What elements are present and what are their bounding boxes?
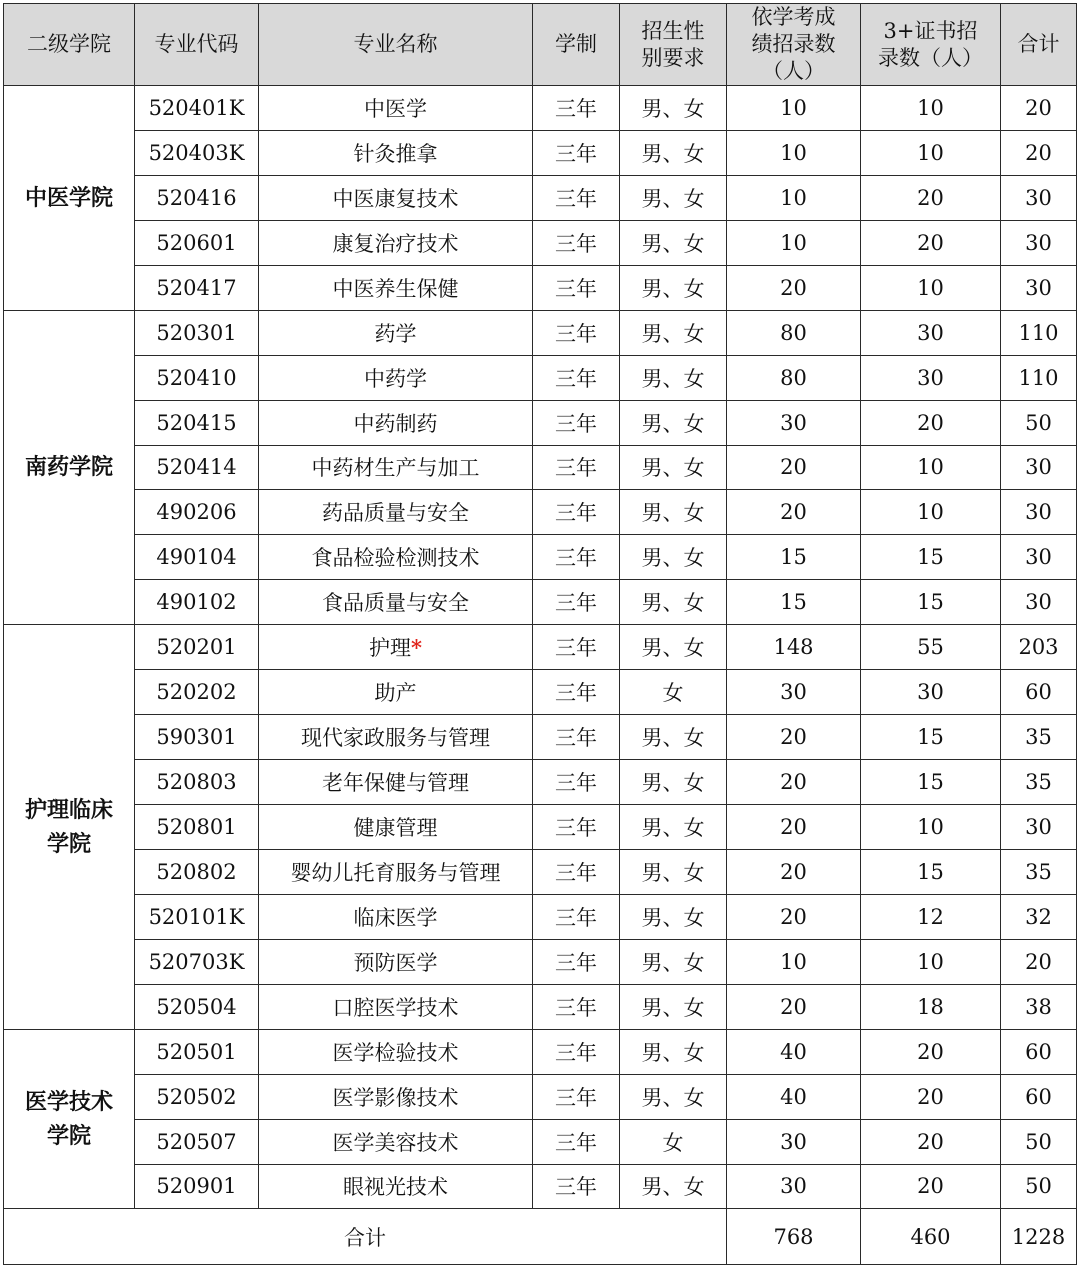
- table-row: [4, 805, 1077, 850]
- cert-quota: 20: [861, 400, 1001, 445]
- major-code: 520202: [135, 670, 259, 715]
- exam-quota: 20: [727, 849, 861, 894]
- gender-requirement: 男、女: [620, 805, 727, 850]
- cert-quota: 20: [861, 1029, 1001, 1074]
- row-total: 30: [1001, 445, 1077, 490]
- table-row: [4, 849, 1077, 894]
- gender-requirement: 男、女: [620, 310, 727, 355]
- major-name-text: 医学影像技术: [332, 1085, 459, 1110]
- table-row: [4, 535, 1077, 580]
- gender-requirement: 男、女: [620, 580, 727, 625]
- exam-quota: 30: [727, 670, 861, 715]
- major-code: 520901: [135, 1164, 259, 1209]
- college-name: [4, 310, 135, 625]
- major-name-text: 针灸推拿: [353, 141, 438, 166]
- table-row: [4, 175, 1077, 220]
- duration: 三年: [533, 939, 620, 984]
- gender-requirement: 男、女: [620, 130, 727, 175]
- total-label: 合计: [4, 1209, 727, 1265]
- duration: 三年: [533, 1029, 620, 1074]
- exam-quota: 30: [727, 1119, 861, 1164]
- duration: 三年: [533, 805, 620, 850]
- cert-quota: 55: [861, 625, 1001, 670]
- major-code: 520507: [135, 1119, 259, 1164]
- cert-quota: 12: [861, 894, 1001, 939]
- row-total: 35: [1001, 715, 1077, 760]
- major-name: [259, 310, 533, 355]
- exam-quota: 40: [727, 1074, 861, 1119]
- exam-quota: 20: [727, 894, 861, 939]
- cert-quota: 10: [861, 445, 1001, 490]
- table-row: [4, 355, 1077, 400]
- major-name: [259, 984, 533, 1029]
- exam-quota: 10: [727, 175, 861, 220]
- duration: 三年: [533, 175, 620, 220]
- table-row: [4, 894, 1077, 939]
- row-total: 30: [1001, 220, 1077, 265]
- major-name: [259, 535, 533, 580]
- major-name-text: 眼视光技术: [343, 1175, 448, 1200]
- major-name-text: 中医康复技术: [332, 186, 459, 211]
- duration: 三年: [533, 849, 620, 894]
- exam-quota: 15: [727, 580, 861, 625]
- header-exam-line1: 依学考成: [751, 5, 836, 29]
- duration: 三年: [533, 130, 620, 175]
- row-total: 20: [1001, 130, 1077, 175]
- enrollment-table: [3, 3, 1077, 1265]
- row-total: 30: [1001, 265, 1077, 310]
- major-name-text: 护理: [369, 636, 411, 661]
- major-name-text: 医学美容技术: [332, 1130, 459, 1155]
- row-total: 38: [1001, 984, 1077, 1029]
- table-row: [4, 86, 1077, 131]
- major-name: [259, 939, 533, 984]
- major-code: 520414: [135, 445, 259, 490]
- major-name: [259, 130, 533, 175]
- major-name: [259, 805, 533, 850]
- duration: 三年: [533, 715, 620, 760]
- cert-quota: 10: [861, 130, 1001, 175]
- major-name: [259, 1074, 533, 1119]
- table-row: [4, 625, 1077, 670]
- duration: 三年: [533, 310, 620, 355]
- row-total: 203: [1001, 625, 1077, 670]
- major-name-text: 中药制药: [353, 411, 438, 436]
- major-code: 520703K: [135, 939, 259, 984]
- exam-quota: 148: [727, 625, 861, 670]
- cert-quota: 18: [861, 984, 1001, 1029]
- duration: 三年: [533, 670, 620, 715]
- major-code: 520504: [135, 984, 259, 1029]
- exam-quota: 10: [727, 939, 861, 984]
- gender-requirement: 男、女: [620, 400, 727, 445]
- major-code: 520401K: [135, 86, 259, 131]
- major-name-text: 食品检验检测技术: [311, 546, 480, 571]
- exam-quota: 20: [727, 490, 861, 535]
- table-row: [4, 265, 1077, 310]
- row-total: 50: [1001, 1164, 1077, 1209]
- cert-quota: 15: [861, 760, 1001, 805]
- gender-requirement: 男、女: [620, 849, 727, 894]
- major-name-text: 临床医学: [353, 905, 438, 930]
- major-name: [259, 625, 533, 670]
- header-gender-line2: 别要求: [641, 45, 705, 70]
- total-row: [4, 1209, 1077, 1265]
- row-total: 20: [1001, 939, 1077, 984]
- exam-quota: 30: [727, 1164, 861, 1209]
- header-college: 二级学院: [4, 4, 135, 86]
- gender-requirement: 男、女: [620, 355, 727, 400]
- gender-requirement: 男、女: [620, 220, 727, 265]
- header-exam-line2: 绩招录数: [751, 32, 836, 56]
- table-row: [4, 130, 1077, 175]
- cert-quota: 20: [861, 175, 1001, 220]
- major-name: [259, 1119, 533, 1164]
- duration: 三年: [533, 984, 620, 1029]
- major-name: [259, 490, 533, 535]
- major-name-text: 药品质量与安全: [322, 501, 469, 526]
- gender-requirement: 男、女: [620, 1074, 727, 1119]
- major-code: 490206: [135, 490, 259, 535]
- duration: 三年: [533, 265, 620, 310]
- row-total: 35: [1001, 849, 1077, 894]
- college-name-line: 南药学院: [24, 454, 113, 481]
- row-total: 20: [1001, 86, 1077, 131]
- duration: 三年: [533, 445, 620, 490]
- duration: 三年: [533, 625, 620, 670]
- exam-quota: 80: [727, 310, 861, 355]
- table-row: [4, 760, 1077, 805]
- table-row: [4, 1074, 1077, 1119]
- exam-quota: 20: [727, 715, 861, 760]
- major-name: [259, 849, 533, 894]
- gender-requirement: 男、女: [620, 445, 727, 490]
- gender-requirement: 男、女: [620, 175, 727, 220]
- exam-quota: 30: [727, 400, 861, 445]
- cert-quota: 20: [861, 1074, 1001, 1119]
- college-name: [4, 625, 135, 1029]
- cert-quota: 20: [861, 220, 1001, 265]
- major-code: 520801: [135, 805, 259, 850]
- table-row: [4, 939, 1077, 984]
- major-name-text: 婴幼儿托育服务与管理: [290, 860, 501, 885]
- exam-quota: 10: [727, 130, 861, 175]
- major-name-text: 康复治疗技术: [332, 231, 459, 256]
- header-exam: [727, 4, 861, 86]
- major-name: [259, 670, 533, 715]
- major-name-text: 中医养生保健: [332, 276, 459, 301]
- major-name: [259, 355, 533, 400]
- exam-quota: 15: [727, 535, 861, 580]
- major-code: 520417: [135, 265, 259, 310]
- table-row: [4, 400, 1077, 445]
- table-row: [4, 670, 1077, 715]
- college-name-line: 学院: [46, 1123, 91, 1150]
- row-total: 32: [1001, 894, 1077, 939]
- row-total: 50: [1001, 1119, 1077, 1164]
- row-total: 30: [1001, 580, 1077, 625]
- table-row: [4, 1119, 1077, 1164]
- major-name-text: 药学: [374, 321, 417, 346]
- exam-quota: 20: [727, 445, 861, 490]
- major-name: [259, 400, 533, 445]
- total-exam: 768: [727, 1209, 861, 1265]
- major-name-text: 食品质量与安全: [322, 591, 469, 616]
- gender-requirement: 男、女: [620, 625, 727, 670]
- gender-requirement: 男、女: [620, 86, 727, 131]
- row-total: 30: [1001, 805, 1077, 850]
- major-code: 520403K: [135, 130, 259, 175]
- major-name-text: 助产: [374, 681, 417, 706]
- duration: 三年: [533, 355, 620, 400]
- cert-quota: 10: [861, 265, 1001, 310]
- required-star-icon: *: [411, 635, 422, 661]
- duration: 三年: [533, 760, 620, 805]
- gender-requirement: 男、女: [620, 490, 727, 535]
- header-cert: [861, 4, 1001, 86]
- college-name-line: 医学技术: [24, 1089, 113, 1116]
- gender-requirement: 男、女: [620, 984, 727, 1029]
- major-name: [259, 894, 533, 939]
- major-name: [259, 175, 533, 220]
- cert-quota: 10: [861, 805, 1001, 850]
- gender-requirement: 男、女: [620, 760, 727, 805]
- row-total: 30: [1001, 490, 1077, 535]
- duration: 三年: [533, 220, 620, 265]
- duration: 三年: [533, 894, 620, 939]
- cert-quota: 30: [861, 670, 1001, 715]
- header-duration: 学制: [533, 4, 620, 86]
- table-row: [4, 220, 1077, 265]
- duration: 三年: [533, 490, 620, 535]
- table-row: [4, 715, 1077, 760]
- gender-requirement: 男、女: [620, 535, 727, 580]
- cert-quota: 30: [861, 310, 1001, 355]
- major-name-text: 医学检验技术: [332, 1040, 459, 1065]
- duration: 三年: [533, 580, 620, 625]
- cert-quota: 20: [861, 1164, 1001, 1209]
- major-name-text: 中药学: [364, 366, 427, 391]
- major-name-text: 口腔医学技术: [332, 995, 459, 1020]
- header-exam-line3: （人）: [762, 59, 825, 83]
- header-gender-line1: 招生性: [641, 18, 705, 43]
- table-body: [4, 86, 1077, 1209]
- major-name: [259, 86, 533, 131]
- gender-requirement: 女: [620, 670, 727, 715]
- major-code: 520601: [135, 220, 259, 265]
- exam-quota: 10: [727, 86, 861, 131]
- major-code: 520410: [135, 355, 259, 400]
- major-name-text: 健康管理: [353, 815, 438, 840]
- major-name: [259, 265, 533, 310]
- college-name-line: 学院: [46, 830, 91, 857]
- major-name: [259, 1164, 533, 1209]
- college-name: [4, 1029, 135, 1209]
- total-cert: 460: [861, 1209, 1001, 1265]
- row-total: 50: [1001, 400, 1077, 445]
- cert-quota: 15: [861, 580, 1001, 625]
- row-total: 60: [1001, 670, 1077, 715]
- duration: 三年: [533, 400, 620, 445]
- major-code: 520415: [135, 400, 259, 445]
- row-total: 60: [1001, 1074, 1077, 1119]
- major-code: 520416: [135, 175, 259, 220]
- duration: 三年: [533, 1119, 620, 1164]
- major-name-text: 中药材生产与加工: [311, 456, 480, 481]
- gender-requirement: 男、女: [620, 894, 727, 939]
- exam-quota: 20: [727, 760, 861, 805]
- row-total: 30: [1001, 535, 1077, 580]
- cert-quota: 15: [861, 849, 1001, 894]
- duration: 三年: [533, 1164, 620, 1209]
- cert-quota: 20: [861, 1119, 1001, 1164]
- row-total: 110: [1001, 355, 1077, 400]
- total-sum: 1228: [1001, 1209, 1077, 1265]
- row-total: 110: [1001, 310, 1077, 355]
- table-row: [4, 984, 1077, 1029]
- college-name: [4, 86, 135, 311]
- header-name: 专业名称: [259, 4, 533, 86]
- major-code: 520501: [135, 1029, 259, 1074]
- cert-quota: 10: [861, 86, 1001, 131]
- gender-requirement: 女: [620, 1119, 727, 1164]
- major-name-text: 现代家政服务与管理: [301, 726, 490, 751]
- exam-quota: 40: [727, 1029, 861, 1074]
- major-code: 520101K: [135, 894, 259, 939]
- header-total: 合计: [1001, 4, 1077, 86]
- exam-quota: 20: [727, 984, 861, 1029]
- exam-quota: 80: [727, 355, 861, 400]
- major-name-text: 老年保健与管理: [322, 771, 469, 796]
- major-name: [259, 445, 533, 490]
- header-cert-line2: 录数（人）: [878, 45, 983, 70]
- major-name: [259, 760, 533, 805]
- major-code: 490102: [135, 580, 259, 625]
- cert-quota: 30: [861, 355, 1001, 400]
- table-row: [4, 310, 1077, 355]
- exam-quota: 20: [727, 265, 861, 310]
- table-row: [4, 1029, 1077, 1074]
- gender-requirement: 男、女: [620, 265, 727, 310]
- exam-quota: 20: [727, 805, 861, 850]
- exam-quota: 10: [727, 220, 861, 265]
- header-row: [4, 4, 1077, 86]
- duration: 三年: [533, 86, 620, 131]
- major-code: 520301: [135, 310, 259, 355]
- gender-requirement: 男、女: [620, 1164, 727, 1209]
- row-total: 60: [1001, 1029, 1077, 1074]
- header-cert-line1: 3+证书招: [883, 18, 978, 43]
- cert-quota: 10: [861, 490, 1001, 535]
- major-code: 490104: [135, 535, 259, 580]
- table-row: [4, 1164, 1077, 1209]
- table-row: [4, 490, 1077, 535]
- row-total: 35: [1001, 760, 1077, 805]
- college-name-line: 护理临床: [24, 796, 113, 823]
- major-name-text: 中医学: [364, 96, 427, 121]
- table-row: [4, 580, 1077, 625]
- college-name-line: 中医学院: [24, 184, 113, 211]
- gender-requirement: 男、女: [620, 1029, 727, 1074]
- major-code: 520502: [135, 1074, 259, 1119]
- table-row: [4, 445, 1077, 490]
- duration: 三年: [533, 1074, 620, 1119]
- header-gender: [620, 4, 727, 86]
- major-code: 520802: [135, 849, 259, 894]
- major-name: [259, 220, 533, 265]
- major-code: 520201: [135, 625, 259, 670]
- duration: 三年: [533, 535, 620, 580]
- gender-requirement: 男、女: [620, 715, 727, 760]
- row-total: 30: [1001, 175, 1077, 220]
- major-code: 590301: [135, 715, 259, 760]
- cert-quota: 10: [861, 939, 1001, 984]
- gender-requirement: 男、女: [620, 939, 727, 984]
- major-name: [259, 580, 533, 625]
- major-name: [259, 715, 533, 760]
- cert-quota: 15: [861, 715, 1001, 760]
- header-code: 专业代码: [135, 4, 259, 86]
- major-code: 520803: [135, 760, 259, 805]
- cert-quota: 15: [861, 535, 1001, 580]
- major-name: [259, 1029, 533, 1074]
- major-name-text: 预防医学: [353, 950, 438, 975]
